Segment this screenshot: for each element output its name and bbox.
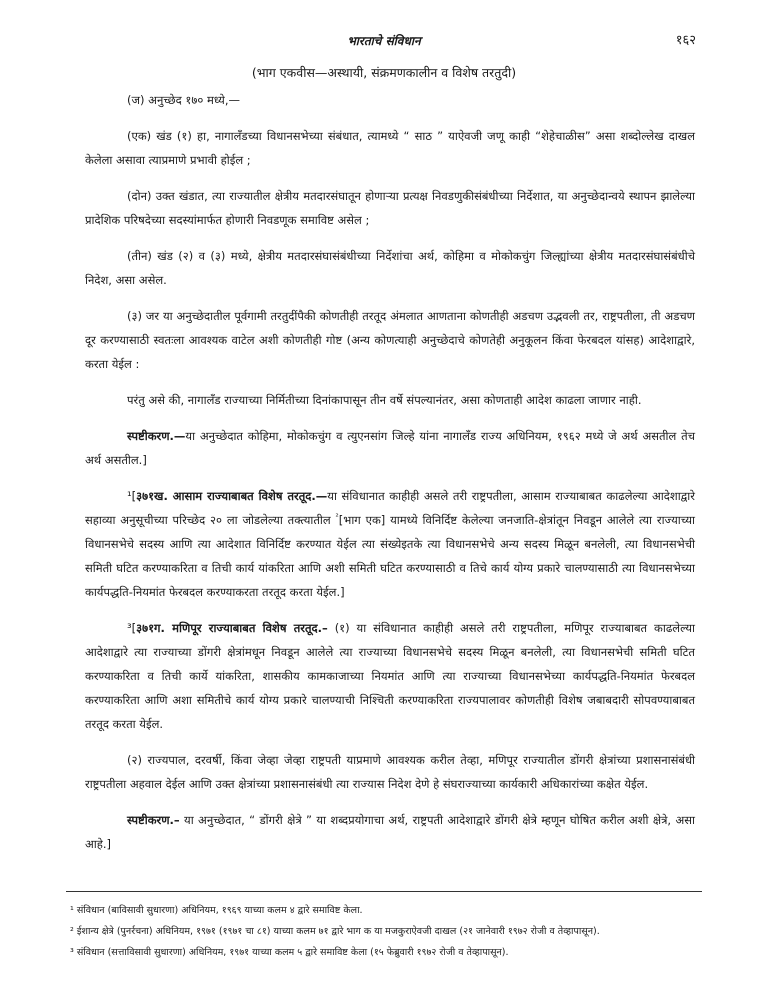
insertion-mark: ³[ [127,621,137,635]
document-body [85,88,695,868]
clause-ja: (ज) अनुच्छेद १७० मध्ये,— [127,93,241,107]
explanation-label: स्पष्टीकरण.– [127,813,180,827]
explanation-2 [85,808,695,856]
subclause-ek: (एक) खंड (१) हा, नागालँडच्या विधानसभेच्या संबंधात, त्यामध्ये “ साठ ” याऐवजी जणू काही “शेहेचाळीस” असा शब्दोल्लेख दाखल केलेला असावा त्याप्रमाणे प्रभावी होईल ; [85,129,695,167]
article-text: (१) या संविधानात काहीही असले तरी राष्ट्रपतीला, मणिपूर राज्याबाबत काढलेल्या आदेशाद्वारे त्या राज्याच्या डोंगरी क्षेत्रांमधून निवडून आलेले त्या राज्याच्या विधानसभेचे सदस्य मिळून बनलेली, त्या विधानसभेची समिती घटित करण्याकरिता व तिची कार्ये यांकरिता, शासकीय कामकाजाच्या नियमांत आणि त्या राज्याच्या विधानसभेच्या कार्यपद्धति-नियमांत फेरबदल करण्याकरिता आणि अशा समितीचे कार्य योग्य प्रकारे चालण्याची निश्चिती करण्याकरिता राज्यपालावर कोणतीही विशेष जबाबदारी सोपवण्याबाबत तरतूद करता येईल. [85,621,696,731]
proviso: परंतु असे की, नागालँड राज्याच्या निर्मितीच्या दिनांकापासून तीन वर्षे संपल्यानंतर, असा कोणताही आदेश काढला जाणार नाही. [127,393,642,407]
insertion-mark: ¹[ [127,489,137,503]
footnote-2: ² ईशान्य क्षेत्रे (पुनर्रचना) अधिनियम, १९७१ (१९७१ चा ८१) याच्या कलम ७१ द्वारे भाग क या मजकुराऐवजी दाखल (२१ जानेवारी १९७२ रोजी व तेव्हापासून). [70,926,600,937]
article-text-continued: [भाग एक] यामध्ये विनिर्दिष्ट केलेल्या जनजाति-क्षेत्रांतून निवडून आलेले त्या राज्याच्या विधानसभेचे सदस्य आणि त्या आदेशात विनिर्दिष्ट करण्यात येईल त्या संख्येइतके त्या विधानसभेचे अन्य सदस्य मिळून बनलेली, त्या विधानसभेची समिती घटित करण्याकरिता व तिची कार्य यांकरिता आणि अशी समिती घटित करण्यासाठी व तिचे कार्य योग्य प्रकारे चालण्यासाठी त्या विधानसभेच्या कार्यपद्धति-नियमांत फेरबदल करण्याकरता तरतूद करता येईल.] [85,513,695,599]
article-heading: ३७१ख. आसाम राज्याबाबत विशेष तरतूद.— [136,489,328,503]
clause-2: (२) राज्यपाल, दरवर्षी, किंवा जेव्हा जेव्हा राष्ट्रपती याप्रमाणे आवश्यक करील तेव्हा, मणिपूर राज्यातील डोंगरी क्षेत्रांच्या प्रशासनासंबंधी राष्ट्रपतीला अहवाल देईल आणि उक्त क्षेत्रांच्या प्रशासनासंबंधी त्या राज्यास निदेश देणे हे संघराज्याच्या कार्यकारी अधिकारांच्या कक्षेत येईल. [85,753,695,791]
explanation-1 [85,424,695,472]
subclause-don: (दोन) उक्त खंडात, त्या राज्यातील क्षेत्रीय मतदारसंघातून होणाऱ्या प्रत्यक्ष निवडणुकीसंबंधीच्या निर्देशात, या अनुच्छेदान्वये स्थापन झालेल्या प्रादेशिक परिषदेच्या सदस्यांमार्फत होणारी निवडणूक समाविष्ट असेल ; [85,189,695,227]
part-heading: (भाग एकवीस—अस्थायी, संक्रमणकालीन व विशेष तरतुदी) [251,65,517,80]
footnote-3: ³ संविधान (सत्ताविसावी सुधारणा) अधिनियम, १९७१ याच्या कलम ५ द्वारे समाविष्ट केला (१५ फेब्रुवारी १९७२ रोजी व तेव्हापासून). [70,947,509,958]
explanation-label: स्पष्टीकरण.— [127,429,186,443]
footnote-ref: ² [335,512,339,522]
explanation-text: या अनुच्छेदात कोहिमा, मोकोकचुंग व त्युएनसांग जिल्हे यांना नागालँड राज्य अधिनियम, १९६२ मध्ये जे अर्थ असतील तेच अर्थ असतील.] [85,429,695,467]
subclause-teen: (तीन) खंड (२) व (३) मध्ये, क्षेत्रीय मतदारसंघासंबंधीच्या निर्देशांचा अर्थ, कोहिमा व मोकोकचुंग जिल्ह्यांच्या क्षेत्रीय मतदारसंघासंबंधीचे निदेश, असा असेल. [85,249,695,287]
page-number: १६२ [675,33,696,48]
footnote-divider [66,891,702,892]
footnote-1: ¹ संविधान (बाविसावी सुधारणा) अधिनियम, १९६९ याच्या कलम ४ द्वारे समाविष्ट केला. [70,905,363,916]
footnotes [70,900,710,963]
article-text: या संविधानात काहीही असले तरी राष्ट्रपतीला, आसाम राज्याबाबत काढलेल्या आदेशाद्वारे सहाव्या अनुसूचीच्या परिच्छेद २० ला जोडलेल्या तक्त्यातील [85,489,695,527]
clause-3: (३) जर या अनुच्छेदातील पूर्वगामी तरतुदींपैकी कोणतीही तरतूद अंमलात आणताना कोणतीही अडचण उद्भवली तर, राष्ट्रपतीला, ती अडचण दूर करण्यासाठी स्वतःला आवश्यक वाटेल अशी कोणतीही गोष्ट (अन्य कोणत्याही अनुच्छेदाचे कोणतेही अनुकूलन किंवा फेरबदल यांसह) आदेशाद्वारे, करता येईल : [85,309,695,371]
article-371c [85,616,695,736]
article-371b [85,484,695,604]
article-heading: ३७१ग. मणिपूर राज्याबाबत विशेष तरतूद.– [136,621,328,635]
explanation-text: या अनुच्छेदात, “ डोंगरी क्षेत्रे ” या शब्दप्रयोगाचा अर्थ, राष्ट्रपती आदेशाद्वारे डोंगरी क्षेत्रे म्हणून घोषित करील अशी क्षेत्रे, असा आहे.] [85,813,695,851]
running-title: भारताचे संविधान [347,34,421,48]
